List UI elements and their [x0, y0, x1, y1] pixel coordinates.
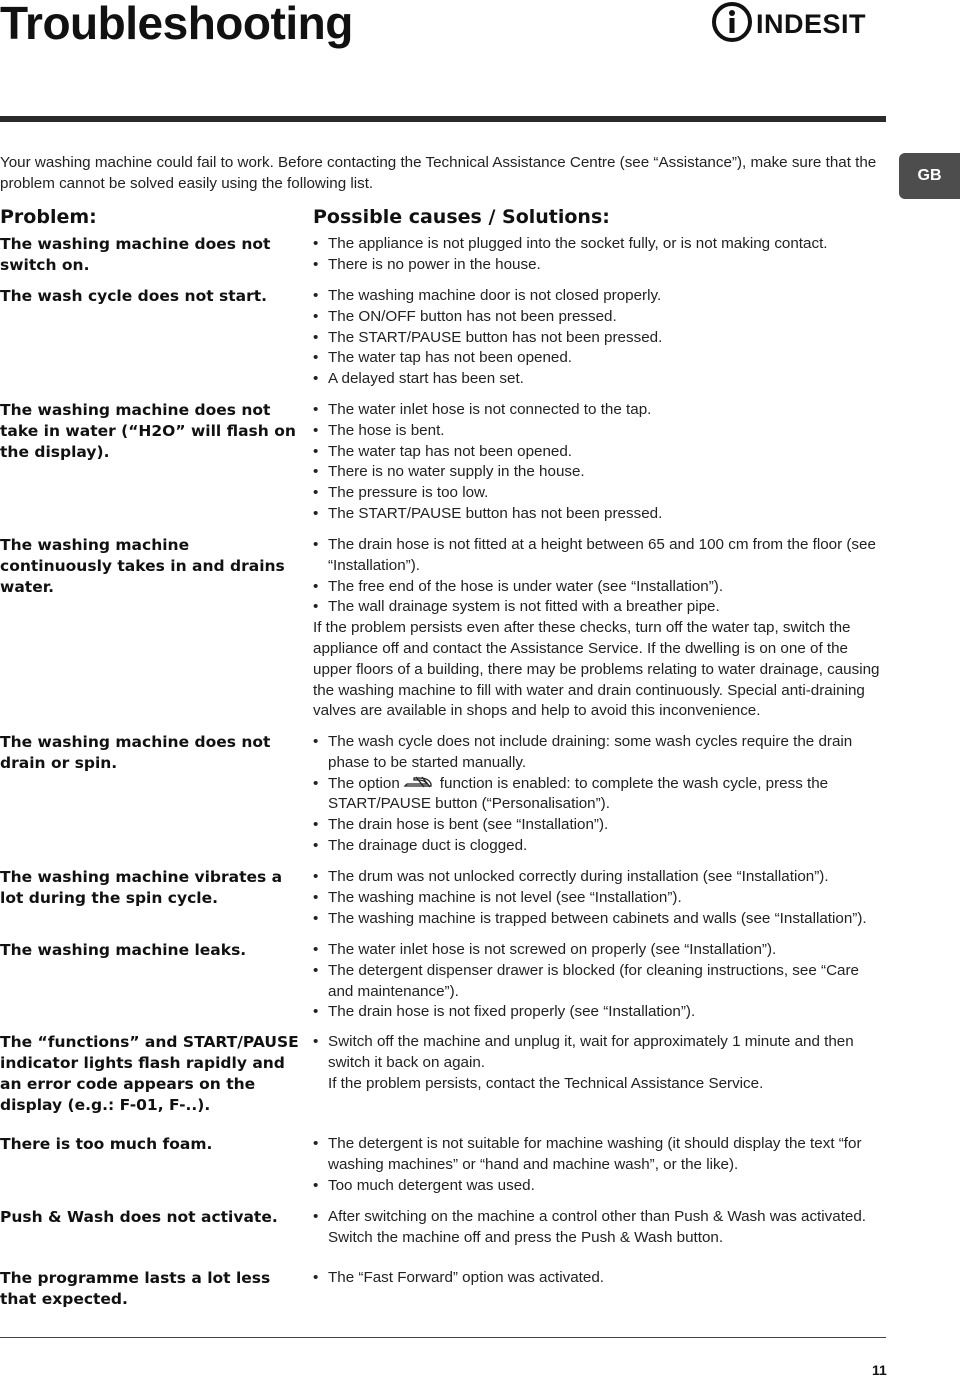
solution-item: • The water tap has not been opened.	[313, 442, 888, 463]
solution-item: • The “Fast Forward” option was activated.	[313, 1268, 888, 1289]
page-title: Troubleshooting	[0, 0, 353, 49]
solution-text: function is enabled: to complete the wash cycle, press the START/PAUSE button (“Personalisation”).	[328, 774, 829, 813]
problem-text: The washing machine continuously takes in and drains water.	[0, 536, 285, 596]
solution-item: • A delayed start has been set.	[313, 369, 888, 390]
solutions-list	[313, 1134, 888, 1196]
solution-item: • There is no water supply in the house.	[313, 462, 888, 483]
solution-item	[313, 774, 888, 816]
indesit-logo	[710, 0, 890, 46]
footer-rule	[0, 1337, 886, 1338]
solution-item: • The START/PAUSE button has not been pressed.	[313, 328, 888, 349]
solution-item: • The wash cycle does not include draining: some wash cycles require the drain phase to be started manually.	[313, 732, 888, 774]
solutions-list	[313, 286, 888, 390]
solutions-list	[313, 400, 888, 525]
solution-item: • The appliance is not plugged into the socket fully, or is not making contact.	[313, 234, 888, 255]
solution-item: • The drain hose is bent (see “Installation”).	[313, 815, 888, 836]
solution-item: • The drum was not unlocked correctly during installation (see “Installation”).	[313, 867, 888, 888]
problem-text: The washing machine does not take in water (“H2O” will flash on the display).	[0, 401, 296, 461]
solution-item: • The water tap has not been opened.	[313, 348, 888, 369]
header-rule	[0, 116, 886, 122]
solution-item: • The pressure is too low.	[313, 483, 888, 504]
solution-note: If the problem persists, contact the Technical Assistance Service.	[328, 1074, 764, 1092]
solutions-list	[313, 1268, 888, 1289]
solution-item: • After switching on the machine a control other than Push & Wash was activated. Switch the machine off and press the Push & Wash button.	[313, 1207, 888, 1249]
solution-item: • The washing machine is not level (see “Installation”).	[313, 888, 888, 909]
solution-item: • The detergent is not suitable for machine washing (it should display the text “for washing machines” or “hand and machine wash”, or the like).	[313, 1134, 888, 1176]
solution-item: • Too much detergent was used.	[313, 1176, 888, 1197]
solution-item: • The ON/OFF button has not been pressed.	[313, 307, 888, 328]
solution-item: • The drain hose is not fitted at a height between 65 and 100 cm from the floor (see “Installation”).	[313, 535, 888, 577]
solution-item: • The washing machine door is not closed properly.	[313, 286, 888, 307]
problem-text: The washing machine leaks.	[0, 941, 247, 959]
solution-item: • The drainage duct is clogged.	[313, 836, 888, 857]
problem-text: The “functions” and START/PAUSE indicator lights flash rapidly and an error code appears on the display (e.g.: F-01, F-..).	[0, 1033, 299, 1114]
solution-item: • The washing machine is trapped between cabinets and walls (see “Installation”).	[313, 909, 888, 930]
solution-item: • The free end of the hose is under water (see “Installation”).	[313, 577, 888, 598]
problem-text: The washing machine does not drain or spin.	[0, 733, 271, 772]
problem-text: The programme lasts a lot less that expected.	[0, 1269, 271, 1308]
solution-note: If the problem persists even after these checks, turn off the water tap, switch the appliance off and contact the Assistance Service. If the dwelling is on one of the upper floors of a building, there may be problems relating to water drainage, causing the washing machine to fill with water and drain continuously. Special anti-draining valves are available in shops and help to avoid this inconvenience.	[313, 619, 880, 720]
solutions-list	[313, 535, 888, 722]
problem-heading: Problem:	[0, 206, 97, 228]
solutions-list	[313, 1207, 888, 1249]
problem-text: The washing machine does not switch on.	[0, 235, 271, 274]
solution-item: • The water inlet hose is not screwed on properly (see “Installation”).	[313, 940, 888, 961]
solution-text: The option	[328, 774, 400, 792]
problem-text: There is too much foam.	[0, 1135, 213, 1153]
solutions-list	[313, 940, 888, 1023]
solutions-list	[313, 732, 888, 857]
page-number: 11	[872, 1362, 887, 1378]
solution-item: • The detergent dispenser drawer is blocked (for cleaning instructions, see “Care and maintenance”).	[313, 961, 888, 1003]
solution-item: • Switch off the machine and unplug it, wait for approximately 1 minute and then switch it back on again.	[313, 1032, 888, 1074]
solutions-list	[313, 234, 888, 276]
solution-item: • The drain hose is not fixed properly (see “Installation”).	[313, 1002, 888, 1023]
solutions-list	[313, 867, 888, 929]
solution-item: • The water inlet hose is not connected to the tap.	[313, 400, 888, 421]
brand-wordmark: INDESIT	[756, 9, 867, 39]
intro-paragraph: Your washing machine could fail to work. Before contacting the Technical Assistance Centre (see “Assistance”), make sure that the problem cannot be solved easily using the following list.	[0, 154, 877, 192]
solution-item: • The START/PAUSE button has not been pressed.	[313, 504, 888, 525]
solutions-list	[313, 1032, 888, 1094]
language-tab: GB	[899, 153, 960, 199]
problem-text: The wash cycle does not start.	[0, 287, 268, 305]
iron-icon	[402, 775, 438, 789]
solutions-heading: Possible causes / Solutions:	[313, 206, 610, 228]
problem-text: Push & Wash does not activate.	[0, 1208, 278, 1226]
solution-item: • There is no power in the house.	[313, 255, 888, 276]
solution-item: • The hose is bent.	[313, 421, 888, 442]
solution-item: • The wall drainage system is not fitted with a breather pipe.	[313, 597, 888, 618]
problem-text: The washing machine vibrates a lot during the spin cycle.	[0, 868, 283, 907]
